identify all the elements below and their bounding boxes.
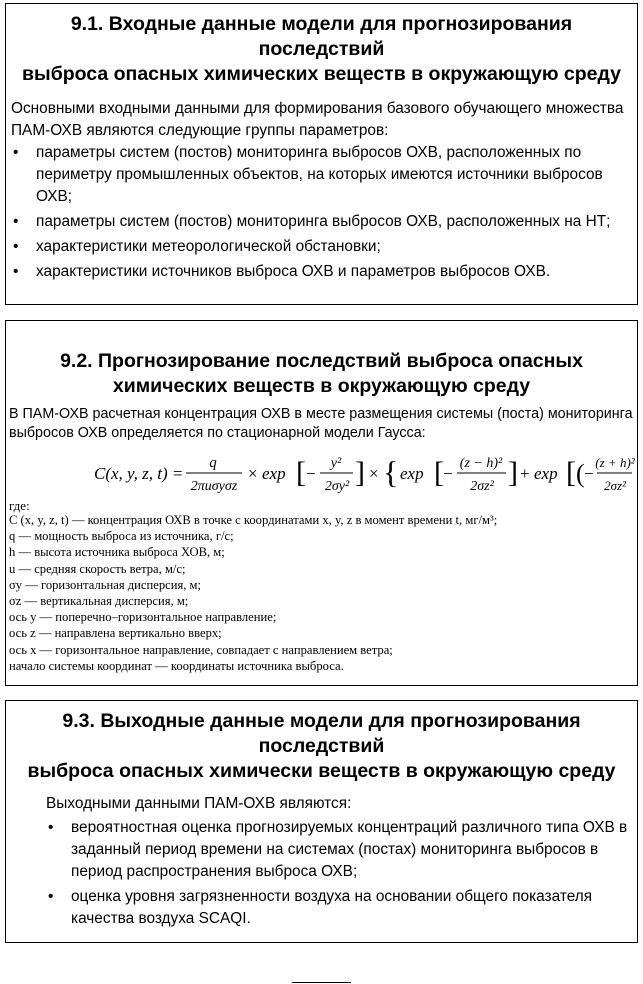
list-item: σz — вертикальная дисперсия, м;: [9, 594, 189, 609]
svg-text:(: (: [576, 459, 585, 488]
formula-zph: (z + h)²: [595, 455, 635, 470]
svg-text:−: −: [584, 464, 594, 483]
bullet-list: [11, 142, 629, 286]
title-line-1: 9.2. Прогнозирование последствий выброса опасных: [60, 350, 583, 372]
list-item: ось x — горизонтальное направление, совпадает с направлением ветра;: [9, 642, 393, 657]
definitions-list: [9, 512, 633, 674]
list-item: начало системы координат — координаты источника выброса.: [9, 658, 344, 673]
svg-text:{: {: [383, 454, 399, 490]
list-item: • характеристики метеорологической обстановки;: [11, 236, 629, 258]
title-line-1: 9.1. Входные данные модели для прогнозирования последствий: [70, 13, 573, 60]
title-line-2: выброса опасных химически веществ в окружающую среду: [27, 760, 616, 782]
formula-den: 2πuσyσz: [190, 479, 238, 494]
formula-plus: +: [520, 464, 530, 483]
slide-intro: В ПАМ-ОХВ расчетная концентрация ОХВ в месте размещения системы (поста) мониторинга выбросов ОХВ определяется по стационарной модели Гаусса:: [9, 406, 633, 441]
where-label: где:: [9, 498, 30, 513]
footer-rule: [292, 982, 351, 983]
svg-text:[: [: [434, 456, 444, 489]
formula-exp-3: exp: [534, 464, 558, 483]
title-line-2: химических веществ в окружающую среду: [112, 375, 531, 397]
list-item: q — мощность выброса из источника, г/с;: [9, 529, 234, 544]
formula-exp-1: exp: [262, 464, 286, 483]
svg-text:[: [: [566, 456, 576, 489]
slide-input-data: [5, 3, 638, 305]
formula-y2: y²: [330, 456, 342, 471]
formula-zmh: (z − h)²: [459, 456, 503, 471]
formula-times-2: ×: [369, 464, 379, 483]
formula-exp-2: exp: [400, 464, 424, 483]
list-item: • параметры систем (постов) мониторинга выбросов ОХВ, расположенных на НТ;: [11, 211, 629, 233]
svg-text:−: −: [443, 464, 453, 483]
slide-title: [18, 709, 625, 784]
slide-forecasting: [5, 320, 638, 686]
list-item: • оценка уровня загрязненности воздуха на основании общего показателя качества воздуха SCAQI.: [46, 886, 629, 930]
list-item: h — высота источника выброса ХОВ, м;: [9, 545, 225, 560]
slide-title: [18, 12, 625, 87]
svg-text:−: −: [306, 464, 316, 483]
list-item: • вероятностная оценка прогнозируемых концентраций различного типа ОХВ в заданный период времени на системах (постах) мониторинга выбросов в период распространения выброса ОХВ;: [46, 817, 629, 883]
list-item: • характеристики источников выброса ОХВ и параметров выбросов ОХВ.: [11, 261, 629, 283]
list-item: ось y — поперечно–горизонтальное направление;: [9, 610, 277, 625]
formula-2sz2-a: 2σz²: [470, 479, 494, 494]
title-line-2: выброса опасных химических веществ в окружающую среду: [22, 63, 621, 85]
list-item: C (x, y, z, t) — концентрация ОХВ в точке с координатами x, y, z в момент времени t, мг/м³;: [9, 513, 498, 527]
formula-times-1: ×: [248, 464, 258, 483]
slide-title: [18, 349, 625, 399]
slide-intro: Выходными данными ПАМ-ОХВ являются:: [46, 795, 352, 812]
list-item: • параметры систем (постов) мониторинга выбросов ОХВ, расположенных по периметру промышленных объектов, на которых имеются источники выбросов ОХВ;: [11, 142, 629, 208]
slide-output-data: [5, 700, 638, 943]
list-item: σy — горизонтальная дисперсия, м;: [9, 577, 202, 592]
formula-q: q: [209, 455, 217, 471]
svg-text:]: ]: [355, 456, 365, 489]
formula-lhs: C(x, y, z, t) =: [94, 464, 184, 483]
svg-text:[: [: [296, 456, 306, 489]
bullet-list: [46, 817, 629, 933]
svg-text:]: ]: [508, 456, 518, 489]
formula-2sz2-b: 2σz²: [604, 478, 626, 493]
formula-2sy2: 2σy²: [324, 479, 350, 494]
gauss-formula: [6, 447, 637, 501]
list-item: u — средняя скорость ветра, м/с;: [9, 561, 186, 576]
title-line-1: 9.3. Выходные данные модели для прогнозирования последствий: [62, 710, 581, 757]
list-item: ось z — направлена вертикально вверх;: [9, 626, 222, 641]
slide-intro: Основными входными данными для формирования базового обучающего множества ПАМ-ОХВ являются следующие группы параметров:: [11, 100, 624, 139]
